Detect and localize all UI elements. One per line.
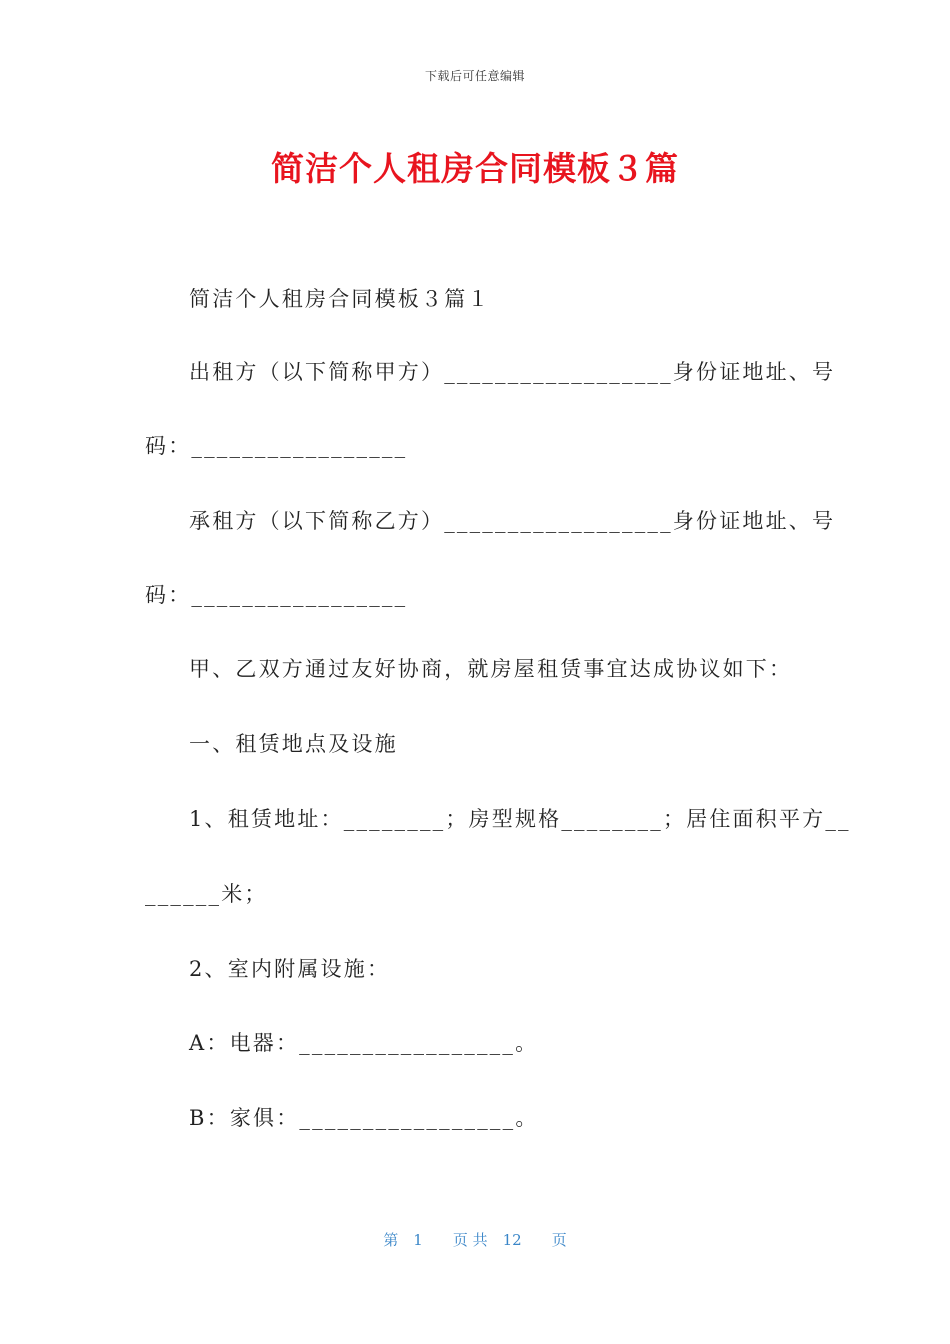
rental-area-line: ______米；: [145, 882, 268, 906]
appliances-line: A：电器：_________________。: [189, 1031, 539, 1055]
page-footer: 第 1 页 共 12 页: [383, 1231, 567, 1249]
lessee-line: 承租方（以下简称乙方）__________________身份证地址、号: [189, 509, 836, 533]
lessor-line: 出租方（以下简称甲方）__________________身份证地址、号: [189, 360, 836, 384]
lessor-id-line: 码：_________________: [145, 434, 408, 458]
furniture-line: B：家俱：_________________。: [189, 1106, 539, 1130]
facilities-heading: 2、室内附属设施：: [189, 957, 391, 981]
section-heading: 一、租赁地点及设施: [189, 732, 398, 756]
rental-address-line: 1、租赁地址：________；房型规格________；居住面积平方__: [189, 807, 851, 831]
lessee-id-line: 码：_________________: [145, 583, 408, 607]
document-subtitle: 简洁个人租房合同模板３篇１: [189, 287, 491, 311]
agreement-paragraph: 甲、乙双方通过友好协商，就房屋租赁事宜达成协议如下：: [189, 657, 793, 681]
document-title: 简洁个人租房合同模板３篇: [271, 149, 679, 188]
header-note: 下载后可任意编辑: [424, 69, 525, 83]
